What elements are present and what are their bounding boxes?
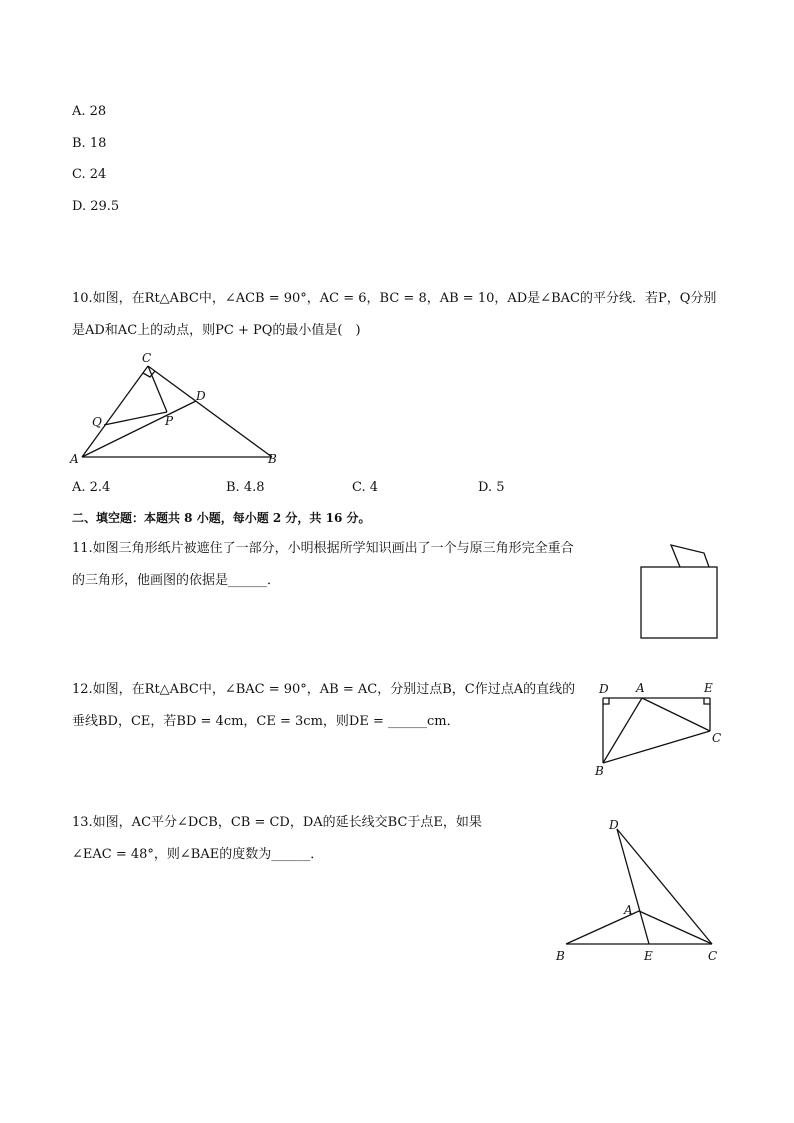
label-c: C — [142, 351, 152, 365]
q12-text-line2: 垂线BD，CE，若BD = 4cm，CE = 3cm，则DE = ______cm． — [72, 714, 460, 729]
q10-option-b: B. 4.8 — [226, 480, 265, 495]
label-b: B — [595, 764, 604, 778]
label-e: E — [704, 681, 713, 695]
q10-text-line1: 10.如图，在Rt△ABC中，∠ACB = 90°，AC = 6，BC = 8，AB = 10，AD是∠BAC的平分线．若P，Q分别 — [72, 291, 717, 306]
q11-text-line1: 11.如图三角形纸片被遮住了一部分，小明根据所学知识画出了一个与原三角形完全重合 — [72, 541, 574, 556]
q10-option-a: A. 2.4 — [72, 480, 111, 495]
label-e: E — [644, 949, 653, 963]
segment-dc — [617, 829, 712, 944]
q10-option-c: C. 4 — [352, 480, 379, 495]
q12-text-line1: 12.如图，在Rt△ABC中，∠BAC = 90°，AB = AC，分别过点B，C作过点A的直线的 — [72, 682, 576, 697]
label-d: D — [609, 818, 619, 832]
q13-text-line1: 13.如图，AC平分∠DCB，CB = CD，DA的延长线交BC于点E，如果 — [72, 815, 482, 830]
label-b: B — [556, 949, 565, 963]
label-a: A — [636, 681, 645, 695]
q10-option-d: D. 5 — [478, 480, 505, 495]
q11-text-line2: 的三角形，他画图的依据是______． — [72, 573, 281, 588]
label-c: C — [712, 731, 722, 745]
q13-text-line2: ∠EAC = 48°，则∠BAE的度数为______． — [72, 847, 324, 862]
option-d-prev: D. 29.5 — [72, 199, 120, 214]
option-b-prev: B. 18 — [72, 136, 107, 151]
segment-ac — [639, 911, 712, 944]
segment-de — [617, 829, 649, 944]
label-d: D — [599, 682, 609, 696]
label-a: A — [70, 452, 79, 466]
option-a-prev: A. 28 — [72, 104, 107, 119]
label-a: A — [624, 903, 633, 917]
label-p: P — [165, 414, 174, 428]
label-b: B — [268, 452, 277, 466]
label-d: D — [196, 389, 206, 403]
label-c: C — [708, 949, 718, 963]
q10-text-line2: 是AD和AC上的动点，则PC + PQ的最小值是( ) — [72, 323, 361, 338]
label-q: Q — [92, 415, 102, 429]
section-2-heading: 二、填空题：本题共 8 小题，每小题 2 分，共 16 分。 — [72, 511, 371, 525]
option-c-prev: C. 24 — [72, 167, 107, 182]
